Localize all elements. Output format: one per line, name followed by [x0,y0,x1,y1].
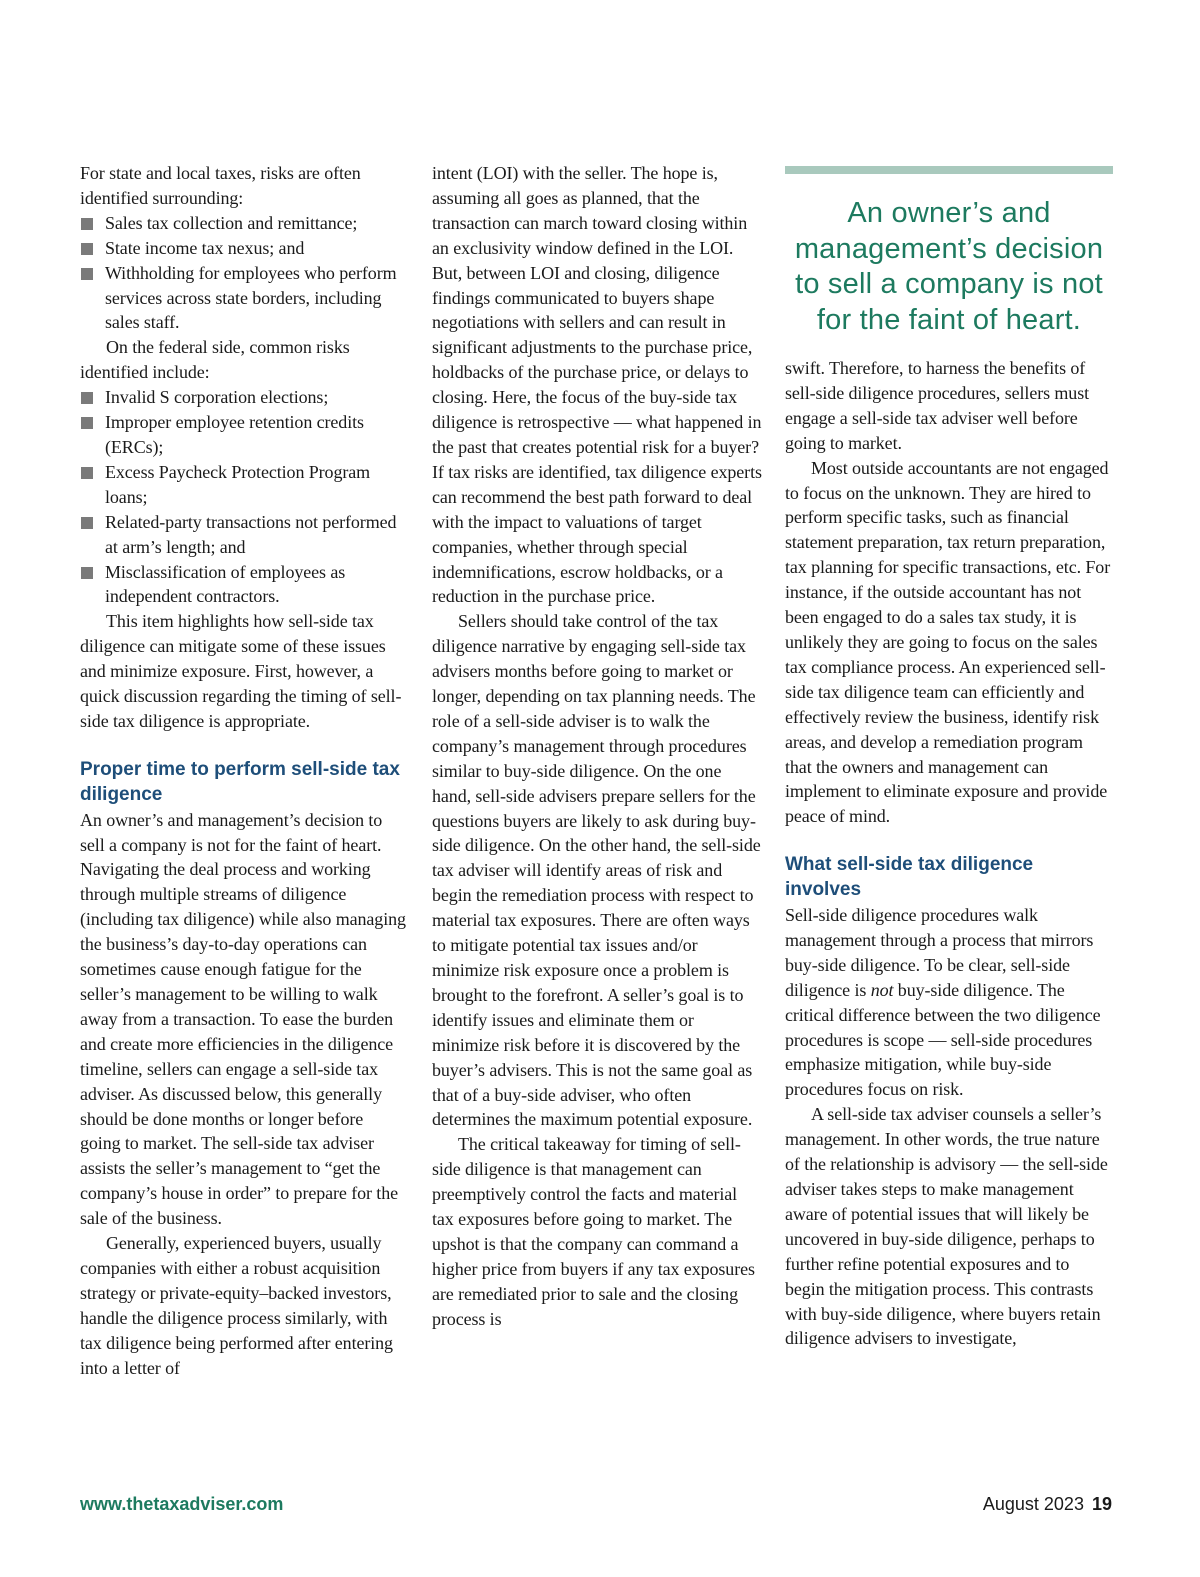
square-bullet-icon [81,467,93,479]
state-risks-list [80,211,408,336]
square-bullet-icon [81,392,93,404]
column-middle [432,161,762,1332]
federal-risks-list [80,385,408,609]
square-bullet-icon [81,268,93,280]
body-paragraph: A sell-side tax adviser counsels a seller’s management. In other words, the true nature of the relationship is advisory — the sell-side adviser takes steps to make management aware of potential issues that will likely be uncovered in buy-side diligence, perhaps to further refine potential exposures and to begin the mitigation process. This contrasts with buy-side diligence, where buyers retain diligence advisers to investigate, [785,1104,1108,1349]
square-bullet-icon [81,218,93,230]
emphasis-not: not [870,979,894,1000]
list-item: Improper employee retention credits (ERCs); [80,410,408,460]
page-number: 19 [1091,1494,1112,1514]
list-item: Excess Paycheck Protection Program loans; [80,460,408,510]
list-item: Sales tax collection and remittance; [80,211,408,236]
state-risks-intro: For state and local taxes, risks are often identified surrounding: [80,163,361,208]
federal-risks-intro: On the federal side, common risks identified include: [80,337,350,383]
body-paragraph: Sell-side diligence procedures walk management through a process that mirrors buy-side diligence. To be clear, sell-side diligence is not buy-side diligence. The critical difference between the two diligence procedures is scope — sell-side procedures emphasize mitigation, while buy-side procedures focus on risk. [785,905,1101,1100]
list-item: Misclassification of employees as independent contractors. [80,560,408,610]
body-paragraph: intent (LOI) with the seller. The hope is, assuming all goes as planned, that the transaction can march toward closing within an exclusivity window defined in the LOI. But, between LOI and closing, diligence findings communicated to buyers shape negotiations with sellers and can result in significant adjustments to the purchase price, holdbacks of the purchase price, or delays to closing. Here, the focus of the buy-side tax diligence is retrospective — what happened in the past that creates potential risk for a buyer? If tax risks are identified, tax diligence experts can recommend the best path forward to deal with the impact to valuations of target companies, whether through special indemnifications, escrow holdbacks, or a reduction in the purchase price. [432,163,762,607]
list-item: Related-party transactions not performed at arm’s length; and [80,510,408,560]
body-paragraph: The critical takeaway for timing of sell-side diligence is that management can preemptively control the facts and material tax exposures before going to market. The upshot is that the company can command a higher price from buyers if any tax exposures are remediated prior to sale and the closing process is [432,1134,755,1329]
square-bullet-icon [81,517,93,529]
footer-folio [983,1492,1112,1516]
body-paragraph: This item highlights how sell-side tax diligence can mitigate some of these issues and minimize exposure. First, however, a quick discussion regarding the timing of sell-side tax diligence is appropriate. [80,611,402,731]
body-paragraph: An owner’s and management’s decision to sell a company is not for the faint of heart. Navigating the deal process and working through multiple streams of diligence (including tax diligence) while also managing the business’s day-to-day operations can sometimes cause enough fatigue for the seller’s management to be willing to walk away from a transaction. To ease the burden and create more efficiencies in the diligence timeline, sellers can engage a sell-side tax adviser. As discussed below, this generally should be done months or longer before going to market. The sell-side tax adviser assists the seller’s management to “get the company’s house in order” to prepare for the sale of the business. [80,809,406,1229]
pull-quote: An owner’s and management’s decision to sell a company is not for the faint of heart. [794,197,1104,336]
square-bullet-icon [81,567,93,579]
column-right [785,161,1113,1351]
body-paragraph: Sellers should take control of the tax diligence narrative by engaging sell-side tax advisers months before going to market or longer, depending on tax planning needs. The role of a sell-side adviser is to walk the company’s management through procedures similar to buy-side diligence. On the one hand, sell-side advisers prepare sellers for the questions buyers are likely to ask during buy-side diligence. On the other hand, the sell-side tax adviser will identify areas of risk and begin the remediation process with respect to material tax exposures. There are often ways to mitigate potential tax issues and/or minimize risk exposure once a problem is brought to the forefront. A seller’s goal is to identify issues and eliminate them or minimize risk before it is discovered by the buyer’s advisers. This is not the same goal as that of a buy-side adviser, who often determines the maximum potential exposure. [432,611,761,1130]
list-item: Withholding for employees who perform services across state borders, including sales staff. [80,261,408,336]
column-left [80,161,408,1381]
pull-quote-rule [785,166,1113,174]
square-bullet-icon [81,417,93,429]
body-paragraph: swift. Therefore, to harness the benefits of sell-side diligence procedures, sellers must engage a sell-side tax adviser well before going to market. [785,358,1090,453]
section-heading-involves: What sell-side tax diligence involves [785,854,1034,901]
body-paragraph: Generally, experienced buyers, usually companies with either a robust acquisition strategy or private-equity–backed investors, handle the diligence process similarly, with tax diligence being performed after entering into a letter of [80,1233,393,1378]
footer-url: www.thetaxadviser.com [80,1494,284,1514]
body-paragraph: Most outside accountants are not engaged to focus on the unknown. They are hired to perform specific tasks, such as financial statement preparation, tax return preparation, tax planning for specific transactions, etc. For instance, if the outside accountant has not been engaged to do a sales tax study, it is unlikely they are going to focus on the sales tax compliance process. An experienced sell-side tax diligence team can efficiently and effectively review the business, identify risk areas, and develop a remediation program that the owners and management can implement to eliminate exposure and provide peace of mind. [785,457,1111,827]
list-item: Invalid S corporation elections; [80,385,408,410]
issue-date: August 2023 [982,1494,1084,1514]
square-bullet-icon [81,243,93,255]
list-item: State income tax nexus; and [80,236,408,261]
section-heading-timing: Proper time to perform sell-side tax diligence [80,758,400,805]
